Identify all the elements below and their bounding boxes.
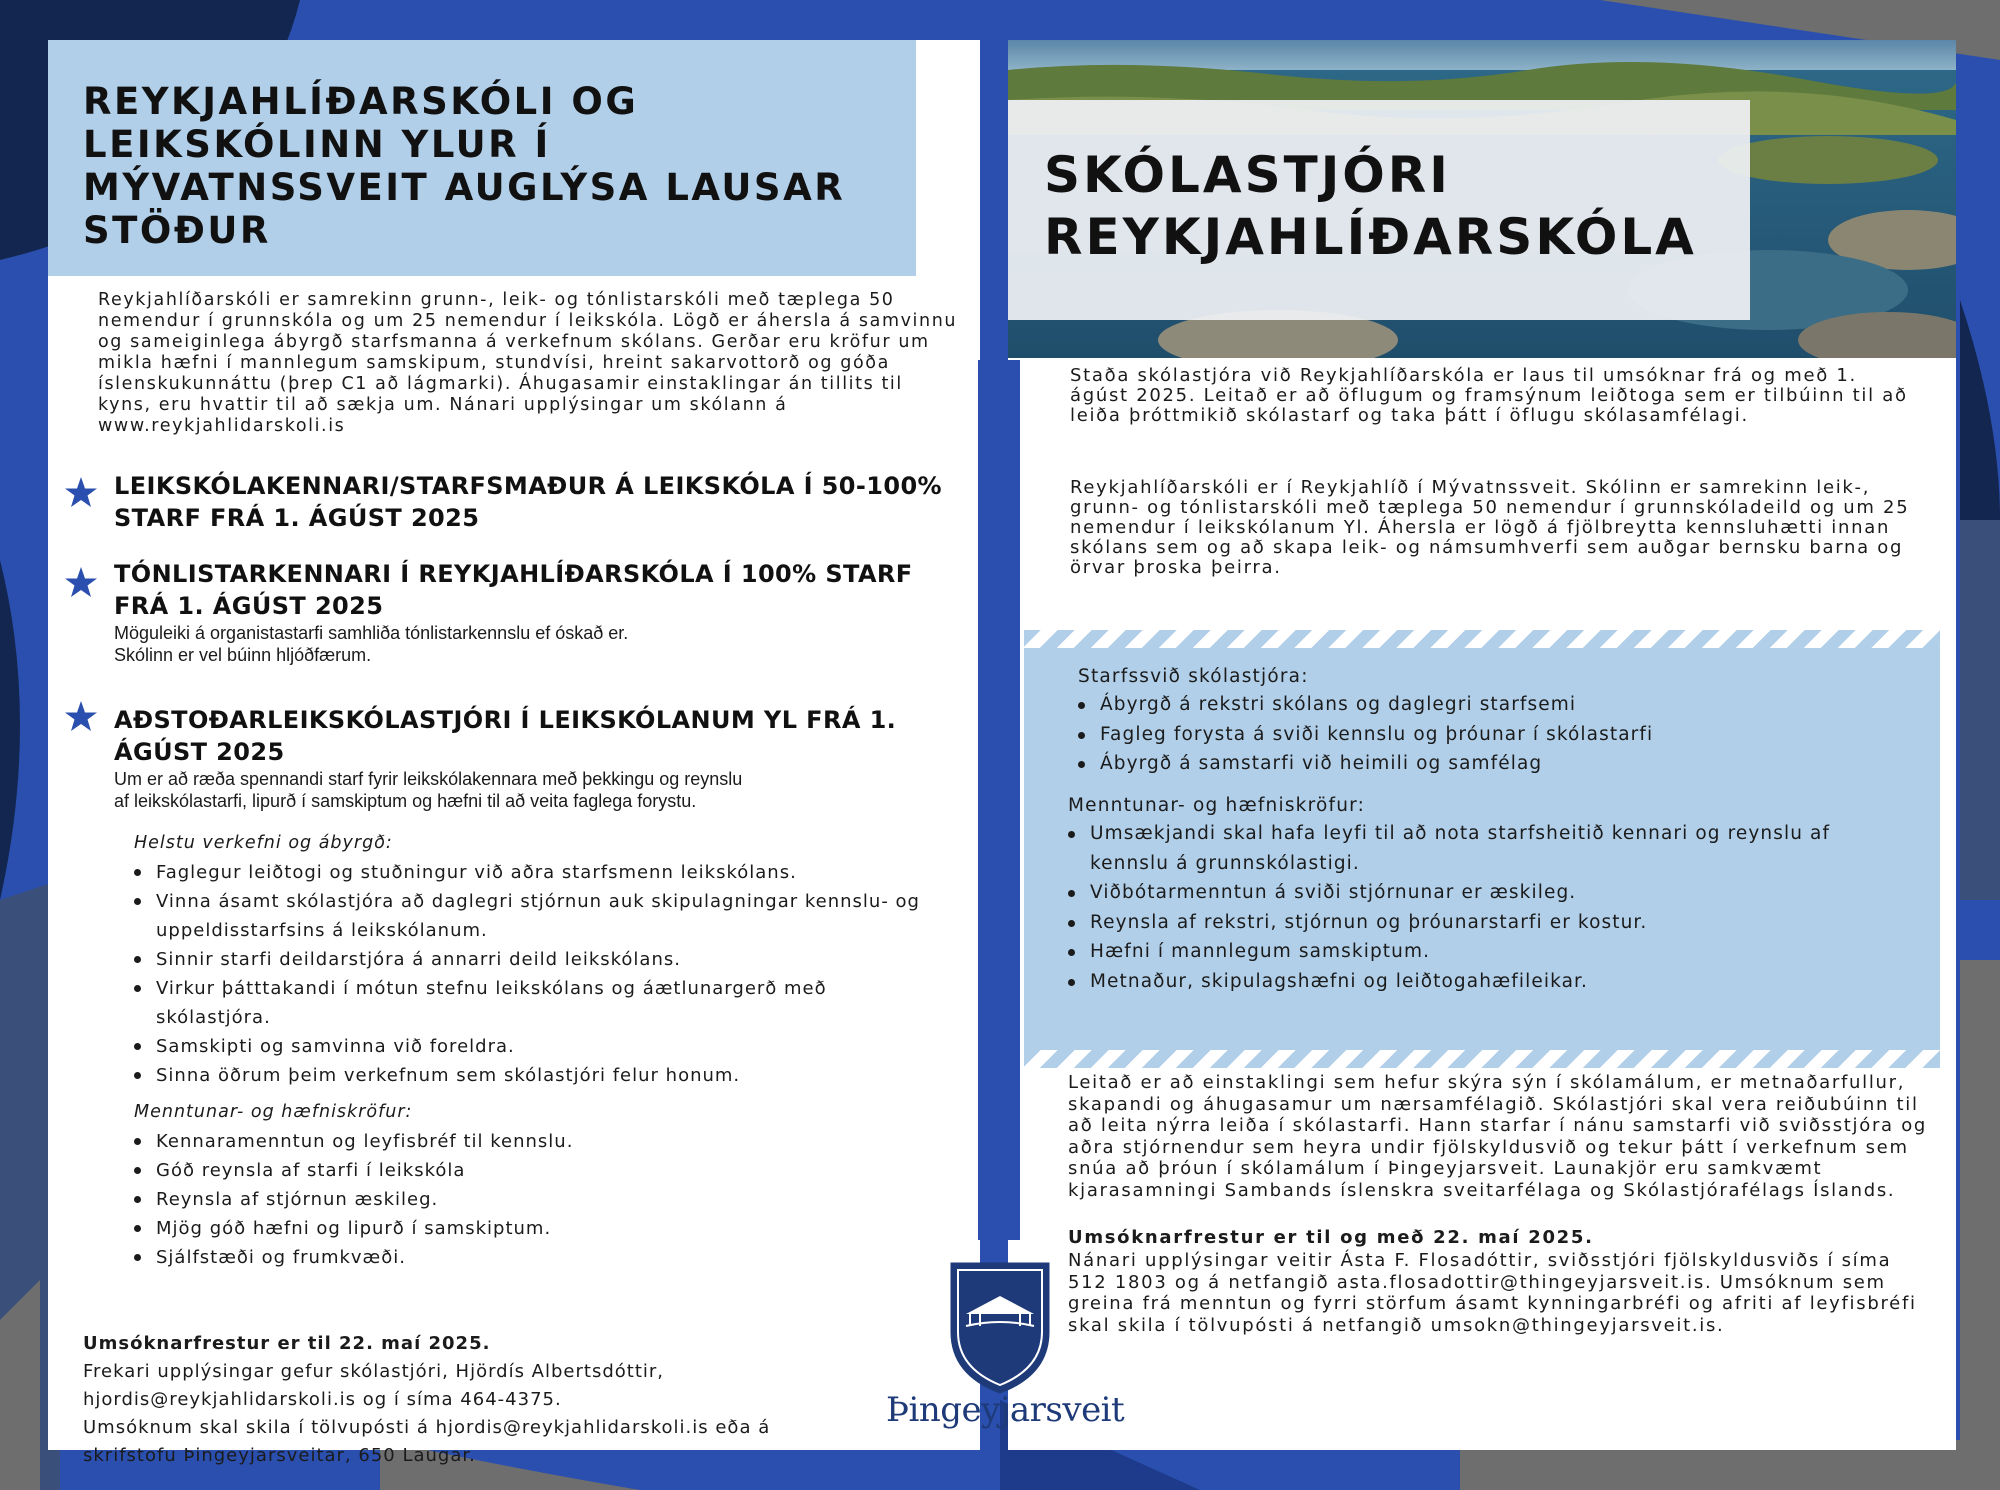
requirements-heading: Menntunar- og hæfniskröfur:: [134, 1102, 413, 1122]
stripe-decoration: [1024, 630, 1940, 648]
list-item: Faglegur leiðtogi og stuðningur við aðra starfsmenn leikskólans.: [130, 858, 980, 887]
job-desc: Möguleiki á organistastarfi samhliða tónlistarkennslu ef óskað er.: [114, 623, 629, 643]
contact-paragraph: Nánari upplýsingar veitir Ásta F. Flosadóttir, sviðsstjóri fjölskyldusviðs í síma 512 1803 og á netfangið asta.flosadottir@thingeyjarsveit.is. Umsóknum sem greina frá menntun og fyrri störfum ásamt kynningarbréfi og afriti af leyfisbréfi skal skila í tölvupósti á netfangið umsokn@thingeyjarsveit.is.: [1068, 1250, 1917, 1336]
left-header: [48, 40, 916, 276]
job-desc: Skólinn er vel búinn hljóðfærum.: [114, 645, 372, 665]
requirements-list: [1064, 819, 1924, 996]
list-item: Samskipti og samvinna við foreldra.: [130, 1032, 980, 1061]
candidate-paragraph: Leitað er að einstaklingi sem hefur skýra sýn í skólamálum, er metnaðarfullur, skapandi og áhugasamur um nærsamfélagið. Skólastjóri skal vera reiðubúinn til að leita nýrra leiða í skólastarfi. Hann starfar í nánu samstarfi við sviðsstjóra og aðra stjórnendur sem heyra undir fjölskyldusvið og tekur þátt í verkefnum sem snúa að þróun í skólamálum í Þingeyjarsveit. Launakjör eru samkvæmt kjarasamningi Sambands íslenskra sveitarfélaga og Skólastjórafélags Íslands.: [1068, 1072, 1928, 1201]
job-title: AÐSTOÐARLEIKSKÓLASTJÓRI Í LEIKSKÓLANUM YL FRÁ 1. ÁGÚST 2025: [114, 706, 897, 766]
duties-box: [1024, 630, 1940, 1068]
contact-info: skrifstofu Þingeyjarsveitar, 650 Laugar.: [83, 1445, 476, 1466]
list-item: Sinnir starfi deildarstjóra á annarri deild leikskólans.: [130, 945, 980, 974]
list-item: Góð reynsla af starfi í leikskóla: [130, 1156, 980, 1185]
tasks-heading: Helstu verkefni og ábyrgð:: [134, 833, 393, 853]
contact-info: Frekari upplýsingar gefur skólastjóri, Hjördís Albertsdóttir,: [83, 1361, 665, 1382]
scope-heading: Starfssvið skólastjóra:: [1078, 666, 1309, 687]
list-item: Hæfni í mannlegum samskiptum.: [1064, 937, 1924, 967]
list-item: Metnaður, skipulagshæfni og leiðtogahæfileikar.: [1064, 967, 1924, 997]
deadline-text: Umsóknarfrestur er til 22. maí 2025.: [83, 1333, 491, 1354]
list-item: Sjálfstæði og frumkvæði.: [130, 1243, 980, 1272]
contact-info: Umsóknum skal skila í tölvupósti á hjordis@reykjahlidarskoli.is eða á: [83, 1417, 771, 1438]
list-item: Reynsla af stjórnun æskileg.: [130, 1185, 980, 1214]
tasks-list: [130, 858, 980, 1090]
job-3: [114, 704, 954, 812]
list-item: Ábyrgð á rekstri skólans og daglegri starfsemi: [1074, 690, 1914, 720]
list-item: Umsækjandi skal hafa leyfi til að nota starfsheitið kennari og reynslu af: [1064, 819, 1924, 849]
right-panel: [1008, 40, 1956, 1450]
logo-text: Þingeyjarsveit: [886, 1390, 1125, 1430]
divider-strip: [978, 360, 1020, 1240]
list-item: Fagleg forysta á sviði kennslu og þróunar í skólastarfi: [1074, 720, 1914, 750]
list-item: Virkur þátttakandi í mótun stefnu leikskólans og áætlunargerð með: [130, 974, 980, 1003]
left-title: REYKJAHLÍÐARSKÓLI OG LEIKSKÓLINN YLUR Í MÝVATNSSVEIT AUGLÝSA LAUSAR STÖÐUR: [83, 80, 846, 252]
job-2: [114, 558, 954, 666]
list-item: Viðbótarmenntun á sviði stjórnunar er æskileg.: [1064, 878, 1924, 908]
requirements-heading: Menntunar- og hæfniskröfur:: [1068, 795, 1366, 816]
star-icon: [64, 700, 98, 734]
list-item: Mjög góð hæfni og lipurð í samskiptum.: [130, 1214, 980, 1243]
list-item: Sinna öðrum þeim verkefnum sem skólastjóri felur honum.: [130, 1061, 980, 1090]
job-desc: af leikskólastarfi, lipurð í samskiptum og hæfni til að veita faglega forystu.: [114, 791, 697, 811]
title-line: SKÓLASTJÓRI: [1044, 146, 1451, 204]
list-item: Reynsla af rekstri, stjórnun og þróunarstarfi er kostur.: [1064, 908, 1924, 938]
left-footer: [83, 1330, 963, 1470]
job-title: LEIKSKÓLAKENNARI/STARFSMAÐUR Á LEIKSKÓLA Í 50-100% STARF FRÁ 1. ÁGÚST 2025: [114, 472, 942, 532]
intro-paragraph: Staða skólastjóra við Reykjahlíðarskóla er laus til umsóknar frá og með 1. ágúst 2025. Leitað er að öflugum og framsýnum leiðtoga sem er tilbúinn til að leiða þróttmikið skólastarf og taka þátt í öflugu skólasamfélagi.: [1070, 365, 1908, 426]
job-1: [114, 470, 954, 534]
school-paragraph: Reykjahlíðarskóli er í Reykjahlíð í Mývatnssveit. Skólinn er samrekinn leik-, grunn- og tónlistarskóli með tæplega 50 nemendur í grunnskóladeild og um 25 nemendur í leikskólanum Yl. Áhersla er lögð á fjölbreytta kennsluhætti innan skólans sem og að skapa leik- og námsumhverfi sem auðgar bernsku barna og örvar þroska þeirra.: [1070, 477, 1910, 578]
hero-image: [1008, 40, 1956, 358]
list-item: Kennaramenntun og leyfisbréf til kennslu.: [130, 1127, 980, 1156]
hero-title-box: [1008, 100, 1750, 320]
page-title: [1044, 144, 1744, 268]
requirements-list: [130, 1127, 980, 1272]
star-icon: [64, 566, 98, 600]
left-intro: Reykjahlíðarskóli er samrekinn grunn-, leik- og tónlistarskóli með tæplega 50 nemendur í grunnskóla og um 25 nemendur í leikskóla. Lögð er áhersla á samvinnu og sameiginlega ábyrgð starfsmanna á verkefnum skólans. Gerðar eru kröfur um mikla hæfni í mannlegum samskipum, stundvísi, hreint sakarvottorð og góða íslenskukunnáttu (þrep C1 að lágmarki). Áhugasamir einstaklingar án tillits til kyns, eru hvattir til að sækja um. Nánari upplýsingar um skólann á www.reykjahlidarskoli.is: [98, 290, 958, 436]
scope-list: [1074, 690, 1914, 779]
title-line: REYKJAHLÍÐARSKÓLA: [1044, 208, 1697, 266]
list-item: Ábyrgð á samstarfi við heimili og samfélag: [1074, 749, 1914, 779]
left-panel: [48, 40, 980, 1466]
deadline-text: Umsóknarfrestur er til og með 22. maí 2025.: [1068, 1227, 1594, 1248]
contact-info: hjordis@reykjahlidarskoli.is og í síma 464-4375.: [83, 1389, 562, 1410]
list-item: uppeldisstarfsins á leikskólanum.: [156, 920, 488, 941]
star-icon: [64, 476, 98, 510]
list-item: skólastjóra.: [156, 1007, 271, 1028]
list-item: kennslu á grunnskólastigi.: [1090, 852, 1360, 874]
list-item: Vinna ásamt skólastjóra að daglegri stjórnun auk skipulagningar kennslu- og: [130, 887, 980, 916]
job-title: TÓNLISTARKENNARI Í REYKJAHLÍÐARSKÓLA Í 100% STARF FRÁ 1. ÁGÚST 2025: [114, 560, 913, 620]
stripe-decoration: [1024, 1050, 1940, 1068]
job-desc: Um er að ræða spennandi starf fyrir leikskólakennara með þekkingu og reynslu: [114, 769, 743, 789]
